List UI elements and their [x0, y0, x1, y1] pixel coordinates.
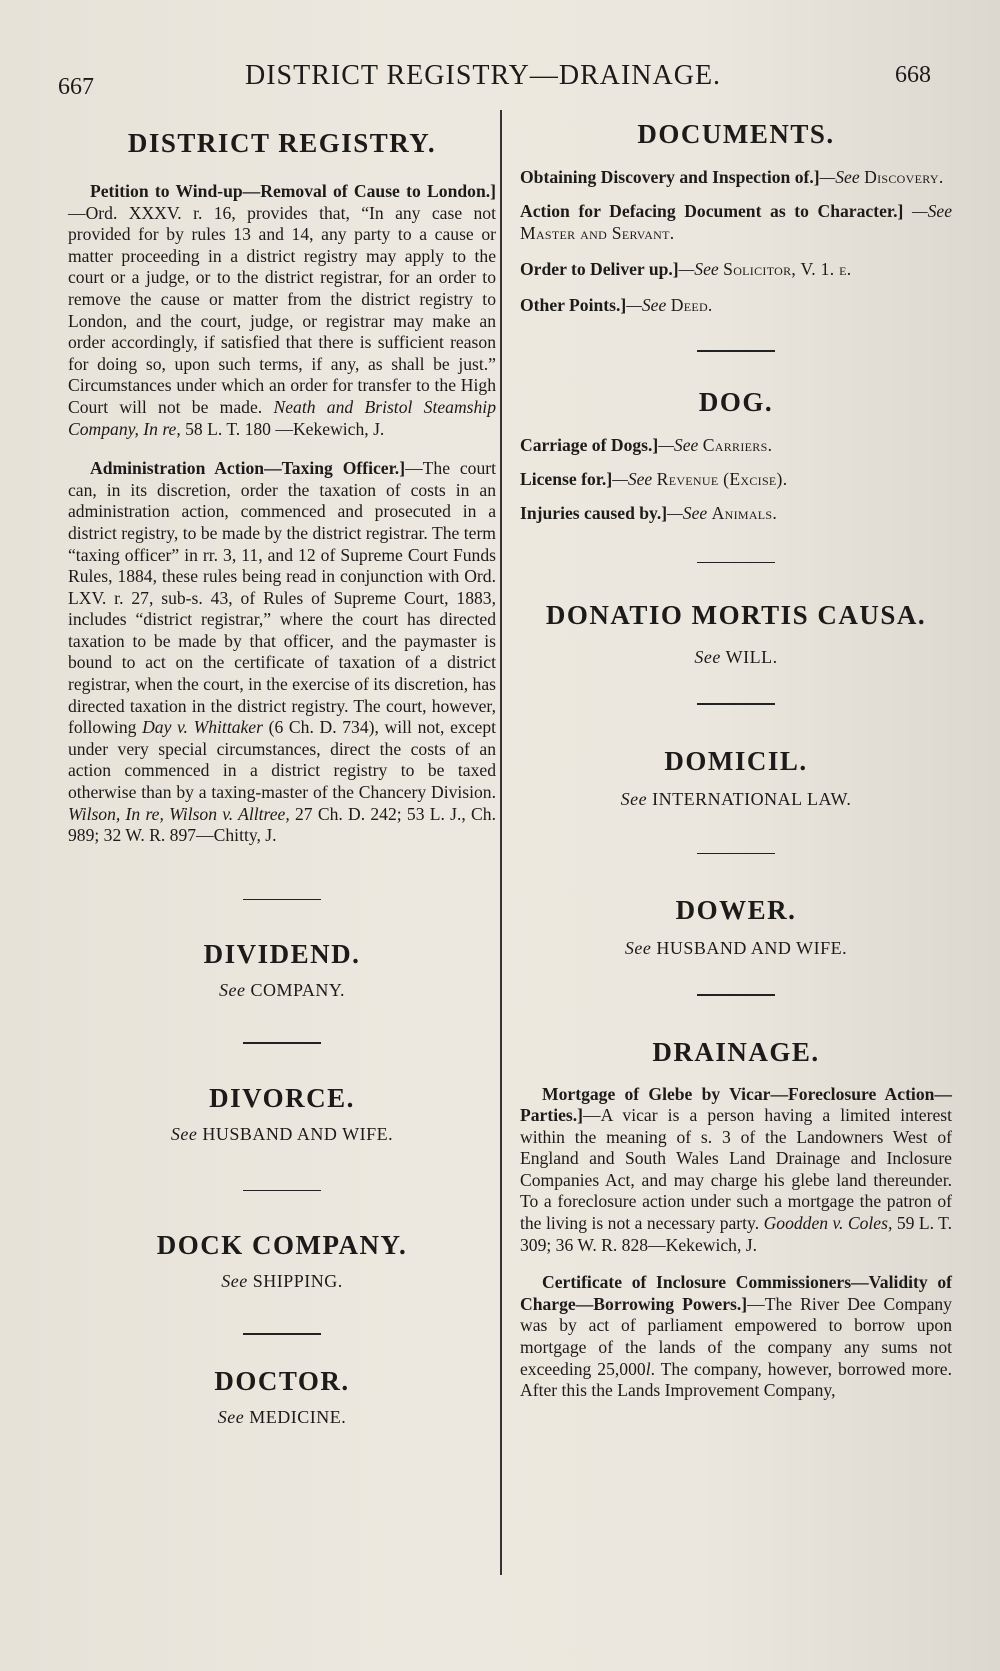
paragraph-petition-to-wind-up	[68, 181, 496, 440]
entry-text: —Ord. XXXV. r. 16, provides that, “In any case not provided for by rules 13 and 14, any party to a cause or matter proceeding in a district registry may apply to the court or a judge, or to the district registrar, for an order to remove the cause or matter from the district registry to London, and the court, judge, or registrar may make an order accordingly, if satisfied that there is sufficient reason for doing so, upon such terms, if any, as shall be just.” Circumstances under which an order for transfer to the High Court will not be made.	[68, 202, 496, 417]
see-reference: See MEDICINE.	[217, 1406, 347, 1427]
entry-text: —The River Dee Company was by act of parliament empowered to borrow upon mortgage of the lands of the company any sums not exceeding 25,000	[520, 1293, 952, 1379]
column-divider	[500, 110, 502, 1575]
heading-drainage: DRAINAGE.	[652, 1036, 820, 1067]
left-column	[68, 118, 496, 1429]
section-rule	[697, 350, 775, 352]
section-rule	[243, 1190, 321, 1192]
paragraph-certificate-of-inclosure: Certificate of Inclosure Commissioners—Validity of Charge—Borrowing Powers.]—The River Dee Company was by act of parliament empowered to borrow upon mortgage of the lands of the company any sums not exceeding 25,000l. The company, however, borrowed more. After this the Lands Improvement Company,	[520, 1272, 953, 1401]
section-rule	[243, 1042, 321, 1044]
entry-injuries: Injuries caused by.]—See Animals.	[520, 502, 778, 523]
see-reference: See COMPANY.	[218, 980, 346, 1001]
case-name: Goodden v. Coles,	[763, 1213, 893, 1234]
entry-lead: Certificate of Inclosure Commissioners—Validity of Charge—Borrowing Powers.]	[520, 1272, 952, 1314]
heading-dog: DOG.	[698, 386, 774, 417]
section-rule	[243, 1333, 321, 1335]
paragraph-mortgage-of-glebe	[520, 1084, 952, 1257]
see-reference: See SHIPPING.	[221, 1271, 343, 1292]
heading-documents: DOCUMENTS.	[637, 119, 835, 149]
case-name: Neath and Bristol Steamship Company, In re,	[68, 396, 496, 439]
page-number-left: 667	[58, 74, 94, 100]
case-name: Wilson, In re, Wilson v. Alltree,	[68, 803, 290, 824]
entry-deliver-up: Order to Deliver up.]—See Solicitor, V. 1. e.	[520, 259, 852, 279]
entry-lead: Mortgage of Glebe by Vicar—Foreclosure Action—Parties.]	[520, 1083, 952, 1126]
heading-dividend: DIVIDEND.	[203, 939, 361, 970]
section-rule	[697, 562, 775, 564]
section-rule	[697, 994, 775, 996]
entry-text: (6 Ch. D. 734), will not, except under very special circumstances, direct the costs of an action commenced in a district registry to be taxed otherwise than by a taxing-master of the Chancery Division.	[68, 717, 497, 803]
section-rule	[697, 853, 775, 855]
citation: 59 L. T. 309; 36 W. R. 828—Kekewich, J.	[520, 1213, 953, 1255]
entry-carriage-of-dogs: Carriage of Dogs.]—See Carriers.	[520, 434, 773, 455]
citation: 27 Ch. D. 242; 53 L. J., Ch. 989; 32 W. R. 897—Chitty, J.	[68, 803, 496, 846]
see-reference: See HUSBAND AND WIFE.	[170, 1123, 394, 1144]
entry-discovery: Obtaining Discovery and Inspection of.]—See Discovery.	[520, 167, 944, 187]
entry-text: —A vicar is a person having a limited interest within the meaning of s. 3 of the Landowners West of England and South Wales Land Drainage and Inclosure Companies Act, and may charge his glebe land thereunder. To a foreclosure action under such a mortgage the patron of the living is not a necessary party.	[520, 1105, 952, 1234]
see-reference: See HUSBAND AND WIFE.	[624, 938, 848, 958]
heading-dower: DOWER.	[675, 895, 797, 925]
case-name: Day v. Whittaker	[142, 717, 263, 738]
see-reference: See WILL.	[694, 647, 778, 667]
right-column	[520, 118, 952, 1402]
see-reference: See INTERNATIONAL LAW.	[620, 788, 852, 809]
citation: 58 L. T. 180 —Kekewich, J.	[185, 418, 385, 439]
paragraph-administration-action	[68, 458, 496, 847]
section-rule	[243, 899, 321, 901]
page-number-right: 668	[895, 62, 931, 88]
entry-defacing-document: Action for Defacing Document as to Character.] —See Master and Servant.	[520, 201, 953, 243]
heading-divorce: DIVORCE.	[209, 1082, 355, 1113]
heading-district-registry: DISTRICT REGISTRY.	[127, 128, 437, 158]
heading-donatio-mortis-causa: DONATIO MORTIS CAUSA.	[545, 600, 927, 630]
entry-text: —The court can, in its discretion, order the taxation of costs in an administration action, commenced and prosecuted in a district registry, to be made by the district registrar. The term “taxing officer” in rr. 3, 11, and 12 of Supreme Court Funds Rules, 1884, these rules being read in conjunction with Ord. LXV. r. 27, sub-s. 43, of Rules of Supreme Court, 1883, includes “district registrar,” where the court has directed taxation to be made by that officer, and the paymaster is bound to act on the certificate of taxation of a district registrar, when the court, in the exercise of its discretion, has directed taxation in the district registry. The court, however, following	[68, 458, 497, 738]
section-rule	[697, 703, 775, 705]
entry-lead: Administration Action—Taxing Officer.]	[90, 458, 406, 479]
entry-other-points: Other Points.]—See Deed.	[520, 295, 713, 315]
page-header	[0, 58, 1000, 98]
heading-dock-company: DOCK COMPANY.	[156, 1230, 408, 1261]
entry-lead: Petition to Wind-up—Removal of Cause to London.]	[90, 181, 496, 201]
running-title: DISTRICT REGISTRY—DRAINAGE.	[245, 60, 722, 91]
entry-text: . The company, however, borrowed more. After this the Lands Improvement Company,	[520, 1358, 953, 1401]
entry-license: License for.]—See Revenue (Excise).	[520, 468, 788, 489]
heading-domicil: DOMICIL.	[664, 745, 808, 776]
heading-doctor: DOCTOR.	[214, 1365, 350, 1396]
